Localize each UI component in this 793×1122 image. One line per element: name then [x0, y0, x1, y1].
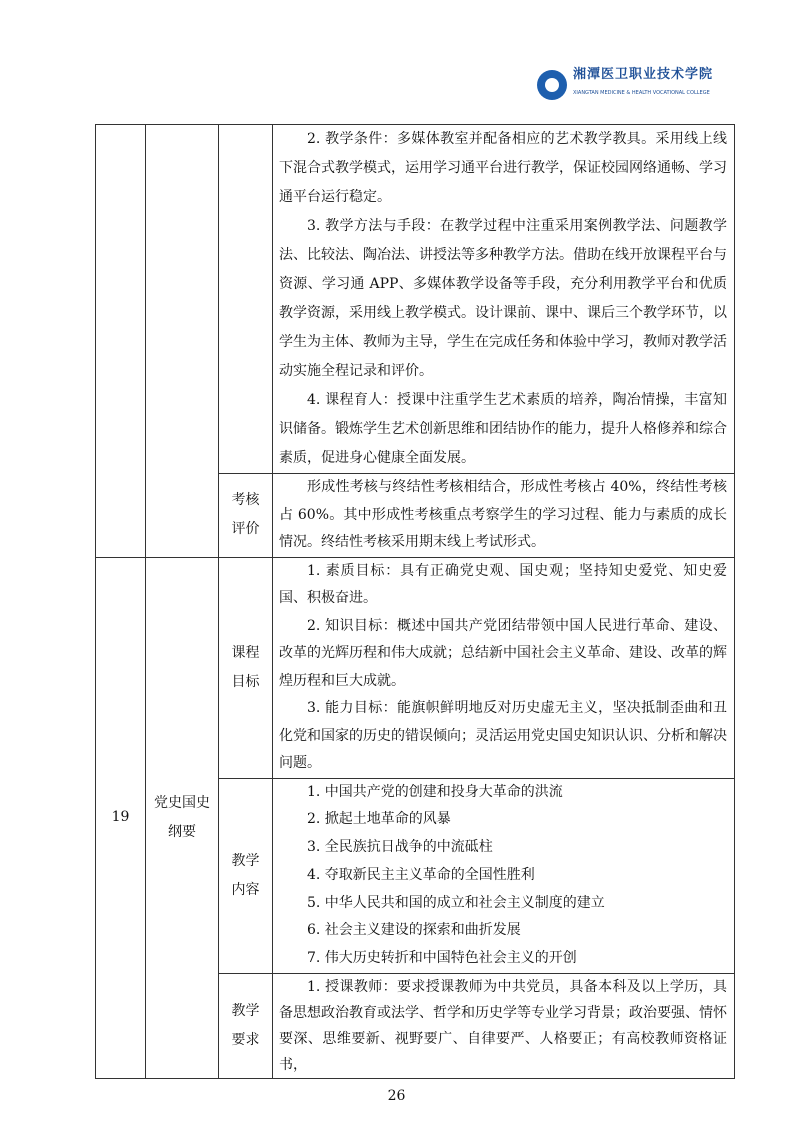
table-row [96, 125, 735, 474]
list-item: 6. 社会主义建设的探索和曲折发展 [307, 922, 521, 939]
curriculum-table [95, 124, 735, 1079]
assessment-content [273, 474, 735, 558]
paragraph: 2. 教学条件：多媒体教室并配备相应的艺术教学教具。采用线上线下混合式教学模式，运用学习通平台进行教学，保证校园网络通畅、学习通平台运行稳定。 [279, 131, 727, 205]
page-body [95, 124, 734, 1105]
course-number: 19 [96, 557, 146, 1079]
goals-content [273, 557, 735, 778]
paragraph: 3. 教学方法与手段：在教学过程中注重采用案例教学法、问题教学法、比较法、陶冶法、讲授法等多种教学方法。借助在线开放课程平台与资源、学习通 APP、多媒体教学设备等手段，充分利用教学平台和优质教学资源，采用线上教学模式。设计课前、课中、课后三个教学环节，以学生为主体、教师为主导，学生在完成任务和体验中学习，教师对教学活动实施全程记录和评价。 [279, 218, 727, 379]
prev-number-cell [96, 125, 146, 558]
list-item: 3. 全民族抗日战争的中流砥柱 [307, 839, 493, 856]
list-item: 4. 夺取新民主主义革命的全国性胜利 [307, 866, 535, 883]
table-row [96, 557, 735, 778]
college-logo [527, 64, 742, 110]
content-list [273, 778, 735, 974]
content-label: 教学 内容 [219, 778, 273, 974]
paragraph: 3. 能力目标：能旗帜鲜明地反对历史虚无主义，坚决抵制歪曲和丑化党和国家的历史的错误倾向；灵活运用党史国史知识认识、分析和解决问题。 [279, 700, 727, 771]
prev-course-cell [146, 125, 219, 558]
course-name: 党史国史 纲要 [146, 557, 219, 1079]
requirements-label: 教学 要求 [219, 974, 273, 1079]
assessment-label: 考核 评价 [219, 474, 273, 558]
paragraph: 4. 课程育人：授课中注重学生艺术素质的培养，陶冶情操，丰富知识储备。锻炼学生艺术创新思维和团结协作的能力，提升人格修养和综合素质，促进身心健康全面发展。 [279, 392, 727, 466]
paragraph: 2. 知识目标：概述中国共产党团结带领中国人民进行革命、建设、改革的光辉历程和伟大成就；总结新中国社会主义革命、建设、改革的辉煌历程和巨大成就。 [279, 617, 727, 689]
requirements-content [273, 974, 735, 1079]
paragraph: 形成性考核与终结性考核相结合，形成性考核占 40%，终结性考核占 60%。其中形成性考核重点考察学生的学习过程、能力与素质的成长情况。终结性考核采用期末线上考试形式。 [279, 479, 727, 550]
logo-chinese-name: 湘潭医卫职业技术学院 [573, 67, 714, 82]
list-item: 7. 伟大历史转折和中国特色社会主义的开创 [307, 950, 577, 967]
prev-label-cell [219, 125, 273, 474]
logo-english-name: XIANGTAN MEDICINE & HEALTH VOCATIONAL COLLEGE [573, 90, 710, 96]
college-emblem-icon [537, 70, 567, 100]
list-item: 5. 中华人民共和国的成立和社会主义制度的建立 [307, 894, 605, 911]
list-item: 1. 中国共产党的创建和投身大革命的洪流 [307, 783, 563, 800]
paragraph: 1. 素质目标：具有正确党史观、国史观；坚持知史爱党、知史爱国、积极奋进。 [279, 562, 727, 606]
goals-label: 课程 目标 [219, 557, 273, 778]
list-item: 2. 掀起土地革命的风暴 [307, 811, 451, 828]
paragraph: 1. 授课教师：要求授课教师为中共党员，具备本科及以上学历，具备思想政治教育或法学、哲学和历史学等专业学习背景；政治要强、情怀要深、思维要新、视野要广、自律要严、人格要正；有高校教师资格证书， [279, 979, 727, 1074]
page-number: 26 [387, 1088, 406, 1105]
teaching-requirements-cont [273, 125, 735, 474]
